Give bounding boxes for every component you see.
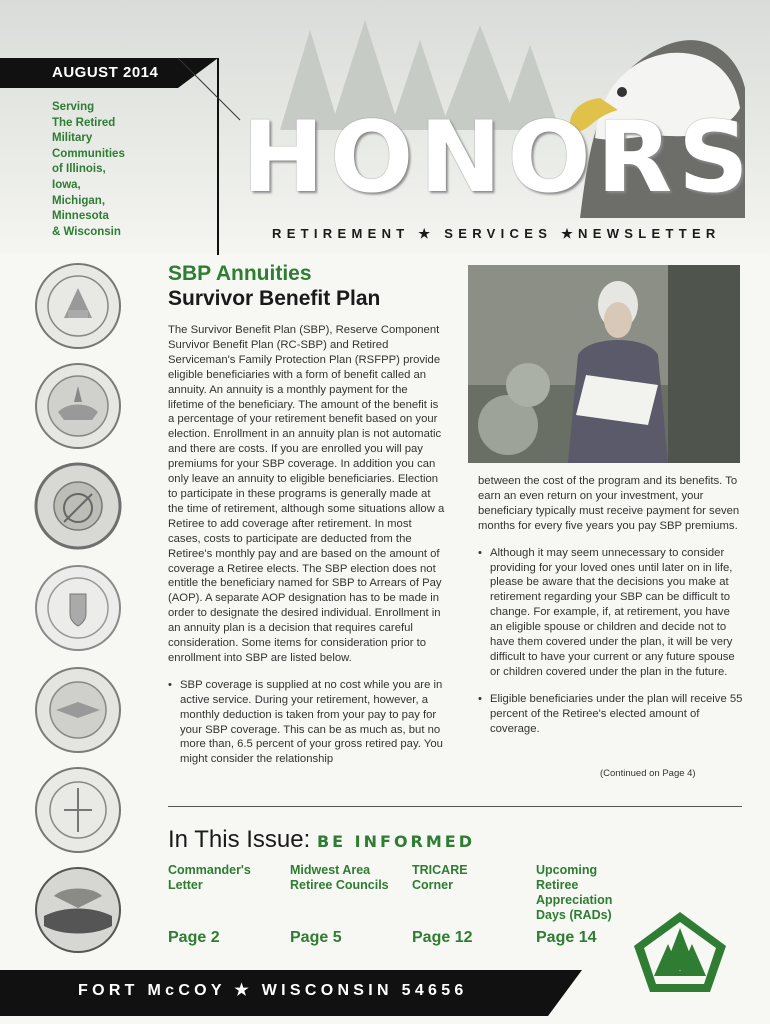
fort-mccoy-logo-icon	[632, 910, 728, 994]
issue-item-page: Page 12	[412, 929, 473, 946]
serving-region-text	[52, 100, 192, 240]
army-seal-icon	[34, 262, 122, 350]
article-column-left	[168, 323, 445, 767]
continued-note: (Continued on Page 4)	[600, 768, 696, 779]
serving-line: Iowa,	[52, 178, 81, 191]
serving-line: Communities	[52, 147, 125, 160]
article-bullet: • Eligible beneficiaries under the plan will receive 55 percent of the Retiree's elected amount of coverage.	[478, 692, 743, 737]
serving-line: The Retired	[52, 116, 116, 129]
issue-item-title: TRICARE Corner	[412, 863, 468, 892]
issue-item-title: Upcoming Retiree Appreciation Days (RADs)	[536, 863, 613, 922]
retiree-reading-photo	[468, 265, 740, 463]
newsletter-tagline: RETIREMENT ★ SERVICES ★NEWSLETTER	[272, 226, 721, 241]
serving-line: Serving	[52, 101, 95, 113]
serving-line: & Wisconsin	[52, 225, 121, 238]
serving-line: Minnesota	[52, 210, 109, 223]
footer-address: FORT McCOY ★ WISCONSIN 54656	[78, 982, 468, 999]
article-intro: The Survivor Benefit Plan (SBP), Reserve Component Survivor Benefit Plan (RC-SBP) and Retired Serviceman's Family Protection Plan (RSFPP) provide eligible beneficiaries with a form of benefit called an annuity. An annuity is a monthly payment for the lifetime of the beneficiary. The amount of the benefit is a percentage of your retirement benefit based on your election. Enrollment in an annuity plan is not automatic and there are costs. If you are enrolled you will pay premiums for your SBP coverage. In addition you can only leave an annuity to eligible beneficiaries. Election to participate in these programs is generally made at the time of retirement, although some situations allow a Retiree to add coverage after retirement. In most cases, costs to participate are deducted from the Retiree's monthly pay and are based on the amount of coverage a Retiree elects. The SBP election does not entitle the beneficiary named for SBP to Arrears of Pay (AOP). A separate AOP designation has to be made in order to designate the desired individual. Enrollment in an annuity plan is a decision that requires careful consideration. Some items for consideration prior to enrollment into SBP are listed below.	[168, 324, 445, 664]
issue-item-page: Page 5	[290, 929, 342, 946]
article-bullet: • Although it may seem unnecessary to consider providing for your loved ones until later on in life, please be aware that the decisions you make at retirement regarding your SBP can be difficult to change. For example, if, at retirement, you have an eligible spouse or children and decide not to have them covered under the plan, it will be very difficult to have your current or any future spouse or children covered under the plan in the future.	[478, 546, 743, 680]
issue-item-title: Midwest Area Retiree Councils	[290, 863, 389, 892]
issue-item-page: Page 14	[536, 929, 597, 946]
noaa-logo-icon	[34, 866, 122, 954]
be-informed-label: BE INFORMED	[316, 832, 475, 851]
public-health-service-seal-icon	[34, 766, 122, 854]
serving-line: Michigan,	[52, 194, 106, 207]
section-divider	[168, 806, 742, 807]
article-bullet: • SBP coverage is supplied at no cost while you are in active service. During your retirement, however, a monthly deduction is taken from your pay to pay for your SBP coverage. This can be as much as, but no more than, 6.5 percent of your gross retired pay. You might consider the relationship	[168, 678, 445, 767]
in-this-issue-label: In This Issue:	[168, 826, 311, 853]
coast-guard-seal-icon	[34, 564, 122, 652]
in-this-issue-heading	[168, 826, 475, 854]
serving-line: Military	[52, 132, 93, 145]
issue-item-title: Commander's Letter	[168, 863, 251, 892]
article-column-right	[478, 474, 743, 737]
article-title: SBP Annuities	[168, 262, 312, 285]
newsletter-logo: HONORS	[242, 101, 755, 215]
issue-date: AUGUST 2014	[52, 64, 159, 81]
article-subtitle: Survivor Benefit Plan	[168, 287, 381, 310]
serving-line: of Illinois,	[52, 163, 106, 176]
issue-item-page: Page 2	[168, 929, 220, 946]
navy-seal-icon	[34, 362, 122, 450]
marine-corps-seal-icon	[34, 462, 122, 550]
article-continuation: between the cost of the program and its benefits. To earn an even return on your investment, your beneficiary typically must receive payment for seven months for every five years you pay SBP premiums.	[478, 475, 740, 532]
air-force-seal-icon	[34, 666, 122, 754]
footer-band-edge	[548, 970, 582, 1016]
